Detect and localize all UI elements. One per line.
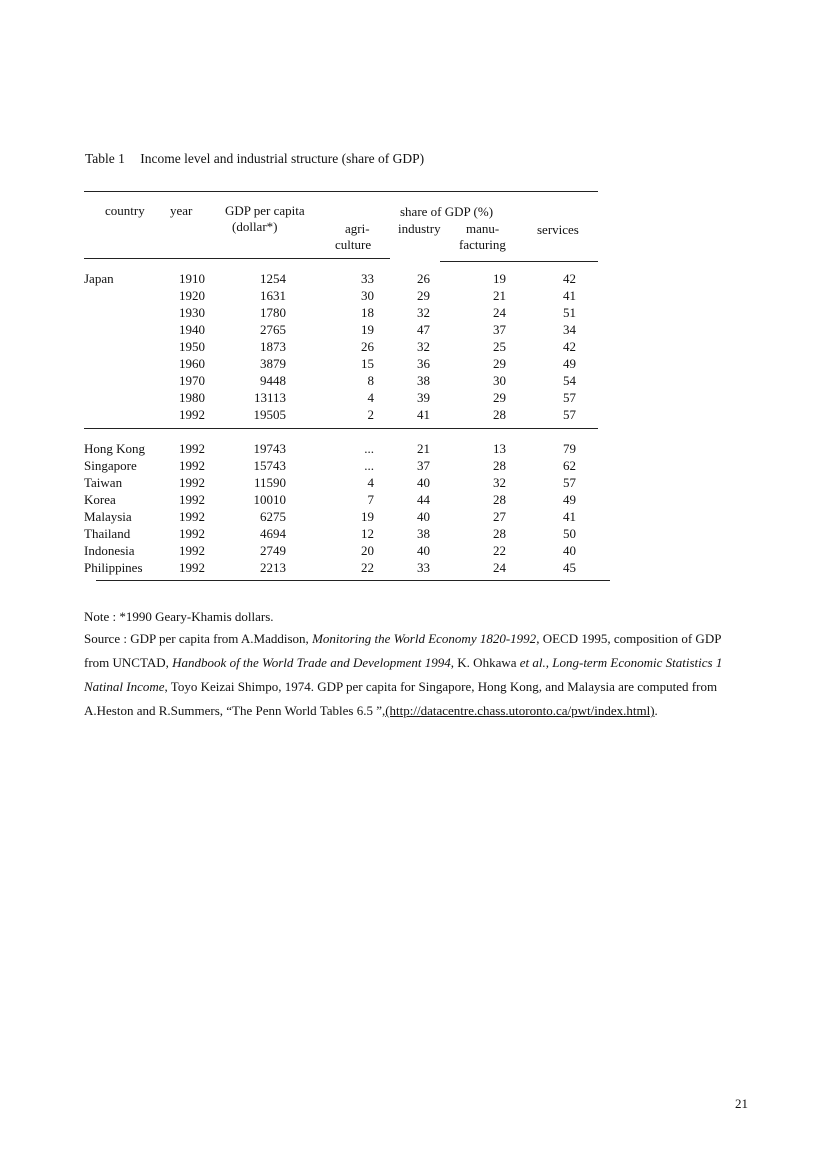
cell-industry: 40 bbox=[417, 509, 430, 524]
header-manu-line2: facturing bbox=[459, 237, 506, 252]
cell-agriculture: 7 bbox=[367, 492, 374, 507]
cell-services: 41 bbox=[563, 288, 576, 303]
cell-industry: 38 bbox=[417, 373, 430, 388]
cell-gdp: 1780 bbox=[260, 305, 286, 320]
cell-year: 1950 bbox=[179, 339, 205, 354]
cell-services: 42 bbox=[563, 271, 576, 286]
cell-agriculture: 4 bbox=[367, 475, 374, 490]
table-row bbox=[0, 491, 826, 508]
cell-industry: 33 bbox=[417, 560, 430, 575]
cell-agriculture: 20 bbox=[361, 543, 374, 558]
source-end: . bbox=[654, 703, 658, 718]
cell-year: 1910 bbox=[179, 271, 205, 286]
cell-year: 1970 bbox=[179, 373, 205, 388]
cell-agriculture: 12 bbox=[361, 526, 374, 541]
cell-agriculture: 8 bbox=[367, 373, 374, 388]
header-country: country bbox=[105, 203, 145, 218]
cell-gdp: 19743 bbox=[253, 441, 286, 456]
source-book-unctad: Handbook of the World Trade and Development 1994 bbox=[172, 655, 451, 670]
table-row bbox=[0, 270, 826, 287]
cell-agriculture: 2 bbox=[367, 407, 374, 422]
header-agri-line2: culture bbox=[335, 237, 372, 252]
cell-year: 1940 bbox=[179, 322, 205, 337]
cell-gdp: 9448 bbox=[260, 373, 286, 388]
cell-industry: 32 bbox=[417, 339, 430, 354]
cell-agriculture: 4 bbox=[367, 390, 374, 405]
header-gdp-line1: GDP per capita bbox=[225, 203, 305, 218]
cell-gdp: 13113 bbox=[253, 390, 286, 405]
cell-year: 1992 bbox=[179, 526, 205, 541]
cell-year: 1992 bbox=[179, 475, 205, 490]
cell-agriculture: 30 bbox=[361, 288, 374, 303]
cell-industry: 29 bbox=[417, 288, 430, 303]
table-row bbox=[0, 508, 826, 525]
cell-agriculture: ... bbox=[364, 441, 374, 456]
cell-services: 41 bbox=[563, 509, 576, 524]
source-mid-3: , Toyo Keizai Shimpo, 1974. GDP per capita for Singapore, Hong Kong, and Malaysia are computed from A.Heston and R.Summers, “The Penn World Tables 6.5 ”, bbox=[84, 679, 718, 718]
cell-manufacturing: 13 bbox=[493, 441, 506, 456]
source-mid-1: , OECD 1995, composition of GDP from UNCTAD, bbox=[84, 631, 721, 670]
cell-gdp: 2749 bbox=[260, 543, 286, 558]
table-row bbox=[0, 406, 826, 423]
cell-agriculture: 18 bbox=[361, 305, 374, 320]
cell-manufacturing: 28 bbox=[493, 526, 506, 541]
cell-country: Korea bbox=[84, 492, 116, 507]
header-services: services bbox=[537, 222, 579, 237]
cell-manufacturing: 28 bbox=[493, 458, 506, 473]
page-number: 21 bbox=[735, 1096, 748, 1111]
cell-industry: 26 bbox=[417, 271, 430, 286]
cell-gdp: 6275 bbox=[260, 509, 286, 524]
cell-services: 49 bbox=[563, 492, 576, 507]
source-mid-2: , K. Ohkawa bbox=[450, 655, 520, 670]
cell-industry: 40 bbox=[417, 475, 430, 490]
header-year: year bbox=[170, 203, 193, 218]
cell-country: Indonesia bbox=[84, 543, 135, 558]
cell-services: 57 bbox=[563, 475, 576, 490]
cell-year: 1920 bbox=[179, 288, 205, 303]
cell-gdp: 2765 bbox=[260, 322, 286, 337]
cell-manufacturing: 25 bbox=[493, 339, 506, 354]
cell-year: 1992 bbox=[179, 407, 205, 422]
cell-manufacturing: 27 bbox=[493, 509, 506, 524]
cell-year: 1992 bbox=[179, 509, 205, 524]
cell-manufacturing: 29 bbox=[493, 356, 506, 371]
table-row bbox=[0, 355, 826, 372]
cell-industry: 32 bbox=[417, 305, 430, 320]
source-url-link[interactable]: (http://datacentre.chass.utoronto.ca/pwt/index.html) bbox=[385, 703, 655, 718]
cell-year: 1992 bbox=[179, 441, 205, 456]
cell-gdp: 4694 bbox=[260, 526, 286, 541]
table-number: Table 1 bbox=[85, 151, 125, 166]
cell-gdp: 2213 bbox=[260, 560, 286, 575]
cell-manufacturing: 28 bbox=[493, 492, 506, 507]
cell-manufacturing: 21 bbox=[493, 288, 506, 303]
cell-year: 1930 bbox=[179, 305, 205, 320]
table-title: Income level and industrial structure (share of GDP) bbox=[140, 151, 425, 166]
cell-services: 62 bbox=[563, 458, 576, 473]
cell-year: 1992 bbox=[179, 458, 205, 473]
cell-services: 57 bbox=[563, 390, 576, 405]
cell-services: 54 bbox=[563, 373, 576, 388]
cell-manufacturing: 28 bbox=[493, 407, 506, 422]
table-row bbox=[0, 338, 826, 355]
table-row bbox=[0, 559, 826, 576]
cell-country: Thailand bbox=[84, 526, 131, 541]
cell-country: Philippines bbox=[84, 560, 143, 575]
cell-agriculture: 26 bbox=[361, 339, 374, 354]
header-rule bbox=[84, 258, 390, 259]
cell-services: 42 bbox=[563, 339, 576, 354]
header-agri-line1: agri- bbox=[345, 221, 370, 236]
cell-year: 1960 bbox=[179, 356, 205, 371]
cell-manufacturing: 22 bbox=[493, 543, 506, 558]
table-row bbox=[0, 474, 826, 491]
cell-year: 1992 bbox=[179, 543, 205, 558]
cell-year: 1992 bbox=[179, 560, 205, 575]
cell-industry: 41 bbox=[417, 407, 430, 422]
cell-country: Malaysia bbox=[84, 509, 132, 524]
cell-agriculture: 15 bbox=[361, 356, 374, 371]
cell-agriculture: 19 bbox=[361, 509, 374, 524]
cell-services: 40 bbox=[563, 543, 576, 558]
cell-manufacturing: 24 bbox=[493, 305, 506, 320]
cell-agriculture: 22 bbox=[361, 560, 374, 575]
note-line: Note : *1990 Geary-Khamis dollars. bbox=[84, 609, 274, 624]
cell-country: Hong Kong bbox=[84, 441, 146, 456]
cell-country: Singapore bbox=[84, 458, 137, 473]
header-gdp-line2: (dollar*) bbox=[232, 219, 278, 234]
cell-industry: 47 bbox=[417, 322, 430, 337]
cell-industry: 40 bbox=[417, 543, 430, 558]
source-book-maddison: Monitoring the World Economy 1820-1992 bbox=[312, 631, 537, 646]
cell-year: 1992 bbox=[179, 492, 205, 507]
cell-manufacturing: 30 bbox=[493, 373, 506, 388]
cell-gdp: 15743 bbox=[253, 458, 286, 473]
cell-services: 51 bbox=[563, 305, 576, 320]
cell-manufacturing: 37 bbox=[493, 322, 506, 337]
cell-services: 49 bbox=[563, 356, 576, 371]
cell-industry: 37 bbox=[417, 458, 430, 473]
cell-gdp: 1873 bbox=[260, 339, 286, 354]
header-industry: industry bbox=[398, 221, 441, 236]
table-row bbox=[0, 304, 826, 321]
cell-industry: 39 bbox=[417, 390, 430, 405]
cell-services: 45 bbox=[563, 560, 576, 575]
table-row bbox=[0, 372, 826, 389]
cell-country: Japan bbox=[84, 271, 114, 286]
cell-manufacturing: 24 bbox=[493, 560, 506, 575]
header-manu-line1: manu- bbox=[466, 221, 500, 236]
cell-industry: 44 bbox=[417, 492, 430, 507]
cell-services: 34 bbox=[563, 322, 576, 337]
table-row bbox=[0, 321, 826, 338]
cell-gdp: 1631 bbox=[260, 288, 286, 303]
section-rule bbox=[84, 428, 598, 429]
header-share-group: share of GDP (%) bbox=[400, 204, 494, 219]
cell-services: 50 bbox=[563, 526, 576, 541]
cell-gdp: 11590 bbox=[253, 475, 286, 490]
cell-manufacturing: 32 bbox=[493, 475, 506, 490]
share-group-rule bbox=[440, 261, 598, 262]
table-row bbox=[0, 389, 826, 406]
source-book-ohkawa: et al., Long-term Economic Statistics 1 Natinal Income bbox=[84, 655, 723, 694]
table-notes bbox=[84, 607, 746, 723]
cell-industry: 38 bbox=[417, 526, 430, 541]
cell-country: Taiwan bbox=[84, 475, 123, 490]
source-prefix: Source : GDP per capita from A.Maddison, bbox=[84, 631, 313, 646]
table-row bbox=[0, 525, 826, 542]
cell-agriculture: ... bbox=[364, 458, 374, 473]
cell-agriculture: 33 bbox=[361, 271, 374, 286]
top-rule bbox=[84, 191, 598, 192]
cell-industry: 21 bbox=[417, 441, 430, 456]
cell-year: 1980 bbox=[179, 390, 205, 405]
cell-gdp: 10010 bbox=[253, 492, 286, 507]
table-row bbox=[0, 440, 826, 457]
bottom-rule bbox=[96, 580, 610, 581]
table-row bbox=[0, 457, 826, 474]
cell-gdp: 19505 bbox=[253, 407, 286, 422]
source-paragraph bbox=[84, 627, 746, 723]
cell-services: 79 bbox=[563, 441, 576, 456]
cell-manufacturing: 29 bbox=[493, 390, 506, 405]
cell-manufacturing: 19 bbox=[493, 271, 506, 286]
table-row bbox=[0, 287, 826, 304]
cell-gdp: 1254 bbox=[260, 271, 286, 286]
cell-services: 57 bbox=[563, 407, 576, 422]
table-row bbox=[0, 542, 826, 559]
cell-agriculture: 19 bbox=[361, 322, 374, 337]
cell-gdp: 3879 bbox=[260, 356, 286, 371]
cell-industry: 36 bbox=[417, 356, 430, 371]
table-caption bbox=[85, 151, 424, 167]
